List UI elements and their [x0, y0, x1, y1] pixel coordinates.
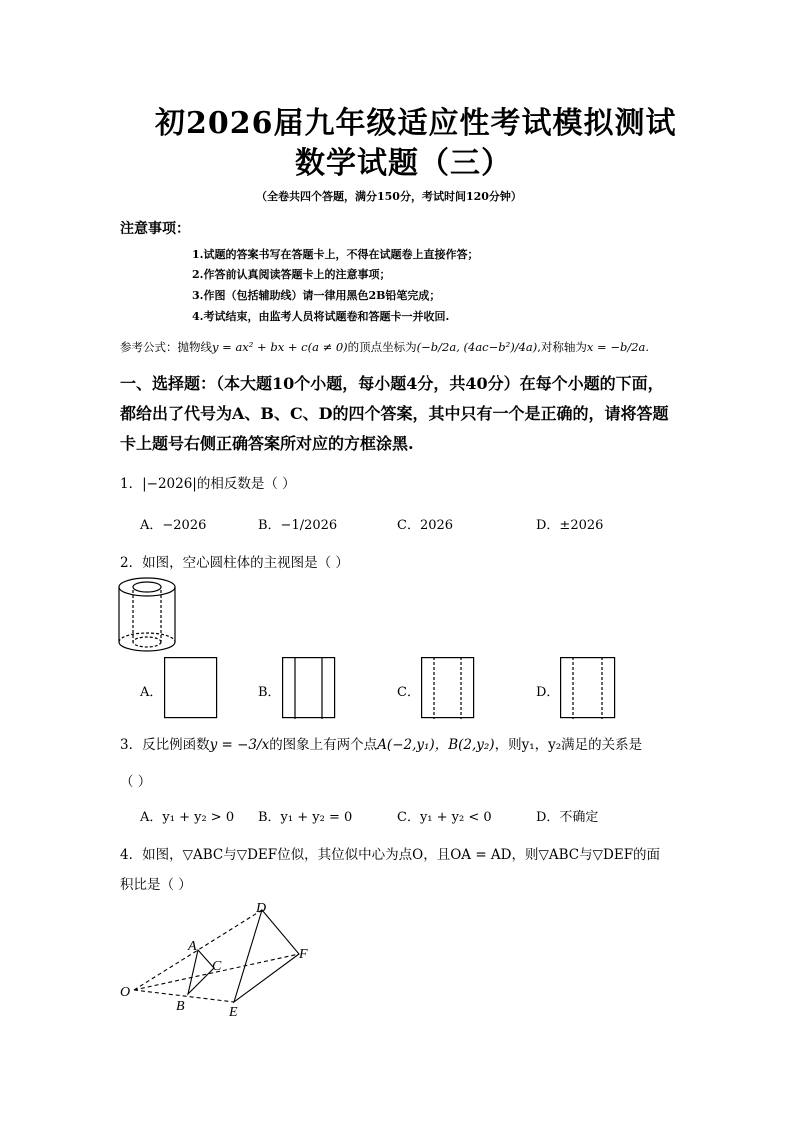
question-4-stem-cont: 积比是（ ） — [120, 877, 192, 893]
q3-answer-paren: （ ） — [120, 774, 152, 790]
q2-option-b-figure — [282, 657, 336, 719]
point-label-f: F — [299, 947, 308, 962]
section-instruction: 都给出了代号为A、B、C、D的四个答案，其中只有一个是正确的，请将答题 — [120, 404, 669, 423]
q1-option-c: C．2026 — [397, 518, 454, 533]
section-heading: 一、选择题：（本大题10个小题，每小题4分，共40分）在每个小题的下面， — [120, 374, 664, 393]
q3-text-b: 的图象上有两个点 — [269, 737, 378, 753]
q3-option-d: D．不确定 — [536, 810, 599, 825]
q3-function: y = −3/x — [209, 737, 270, 753]
question-1-stem — [120, 472, 296, 492]
q3-text-a: 3．反比例函数 — [120, 737, 210, 753]
q2-option-c-figure — [421, 657, 475, 719]
notes-heading: 注意事项： — [120, 221, 190, 237]
formula-mid: 的顶点坐标为 — [347, 340, 417, 354]
point-label-o: O — [120, 985, 131, 1000]
q3-option-b: B．y₁ + y₂ = 0 — [258, 810, 353, 825]
q3-option-a: A．y₁ + y₂ > 0 — [140, 810, 235, 825]
hollow-cylinder-figure — [114, 574, 180, 656]
q1-option-d: D．±2026 — [536, 518, 604, 533]
formula-vertex: (−b/2a, (4ac−b²)/4a) — [416, 340, 538, 354]
q3-option-c: C．y₁ + y₂ < 0 — [397, 810, 492, 825]
note-item: 3.作图（包括辅助线）请一律用黑色2B铅笔完成； — [192, 289, 441, 302]
reference-formula — [120, 339, 649, 355]
q2-option-a-label: A． — [140, 685, 163, 700]
point-label-a: A — [188, 939, 197, 954]
q1-number: 1． — [120, 476, 143, 492]
page-subtitle-title: 数学试题（三） — [295, 146, 512, 181]
q2-option-d-label: D． — [536, 685, 560, 700]
q3-text-c: ，则y₁，y₂满足的关系是 — [494, 737, 643, 753]
q3-points: A(−2,y₁)，B(2,y₂) — [377, 737, 495, 753]
question-2-stem: 2．如图，空心圆柱体的主视图是（ ） — [120, 555, 349, 571]
note-item: 4.考试结束，由监考人员将试题卷和答题卡一并收回. — [192, 310, 450, 323]
point-label-c: C — [212, 959, 222, 974]
homothety-figure — [114, 898, 324, 1022]
section-instruction: 卡上题号右侧正确答案所对应的方框涂黑. — [120, 434, 414, 453]
formula-axis-text: ,对称轴为 — [537, 340, 587, 354]
q2-option-c-label: C． — [397, 685, 420, 700]
note-item: 1.试题的答案书写在答题卡上，不得在试题卷上直接作答； — [192, 248, 479, 261]
q2-option-d-figure — [560, 657, 616, 719]
formula-prefix: 参考公式：抛物线 — [120, 340, 212, 354]
q2-option-a-figure — [164, 657, 218, 719]
question-4-stem: 4．如图，▽ABC与▽DEF位似，其位似中心为点O，且OA = AD，则▽ABC与▽DEF的面 — [120, 847, 661, 863]
point-label-d: D — [256, 901, 267, 916]
q1-option-a: A．−2026 — [140, 518, 207, 533]
q1-abs-value: |−2026| — [142, 476, 197, 492]
q1-option-b: B．−1/2026 — [258, 518, 338, 533]
formula-parabola: y = ax² + bx + c(a ≠ 0) — [212, 340, 348, 354]
exam-info: （全卷共四个答题，满分150分，考试时间120分钟） — [256, 190, 522, 203]
point-label-e: E — [229, 1005, 238, 1020]
q2-option-b-label: B． — [258, 685, 281, 700]
question-3-stem — [120, 733, 642, 753]
formula-axis: x = −b/2a. — [586, 340, 650, 354]
note-item: 2.作答前认真阅读答题卡上的注意事项； — [192, 268, 391, 281]
point-label-b: B — [176, 999, 185, 1014]
page-title: 初2026届九年级适应性考试模拟测试 — [155, 106, 677, 141]
q1-text: 的相反数是（ ） — [196, 476, 296, 492]
